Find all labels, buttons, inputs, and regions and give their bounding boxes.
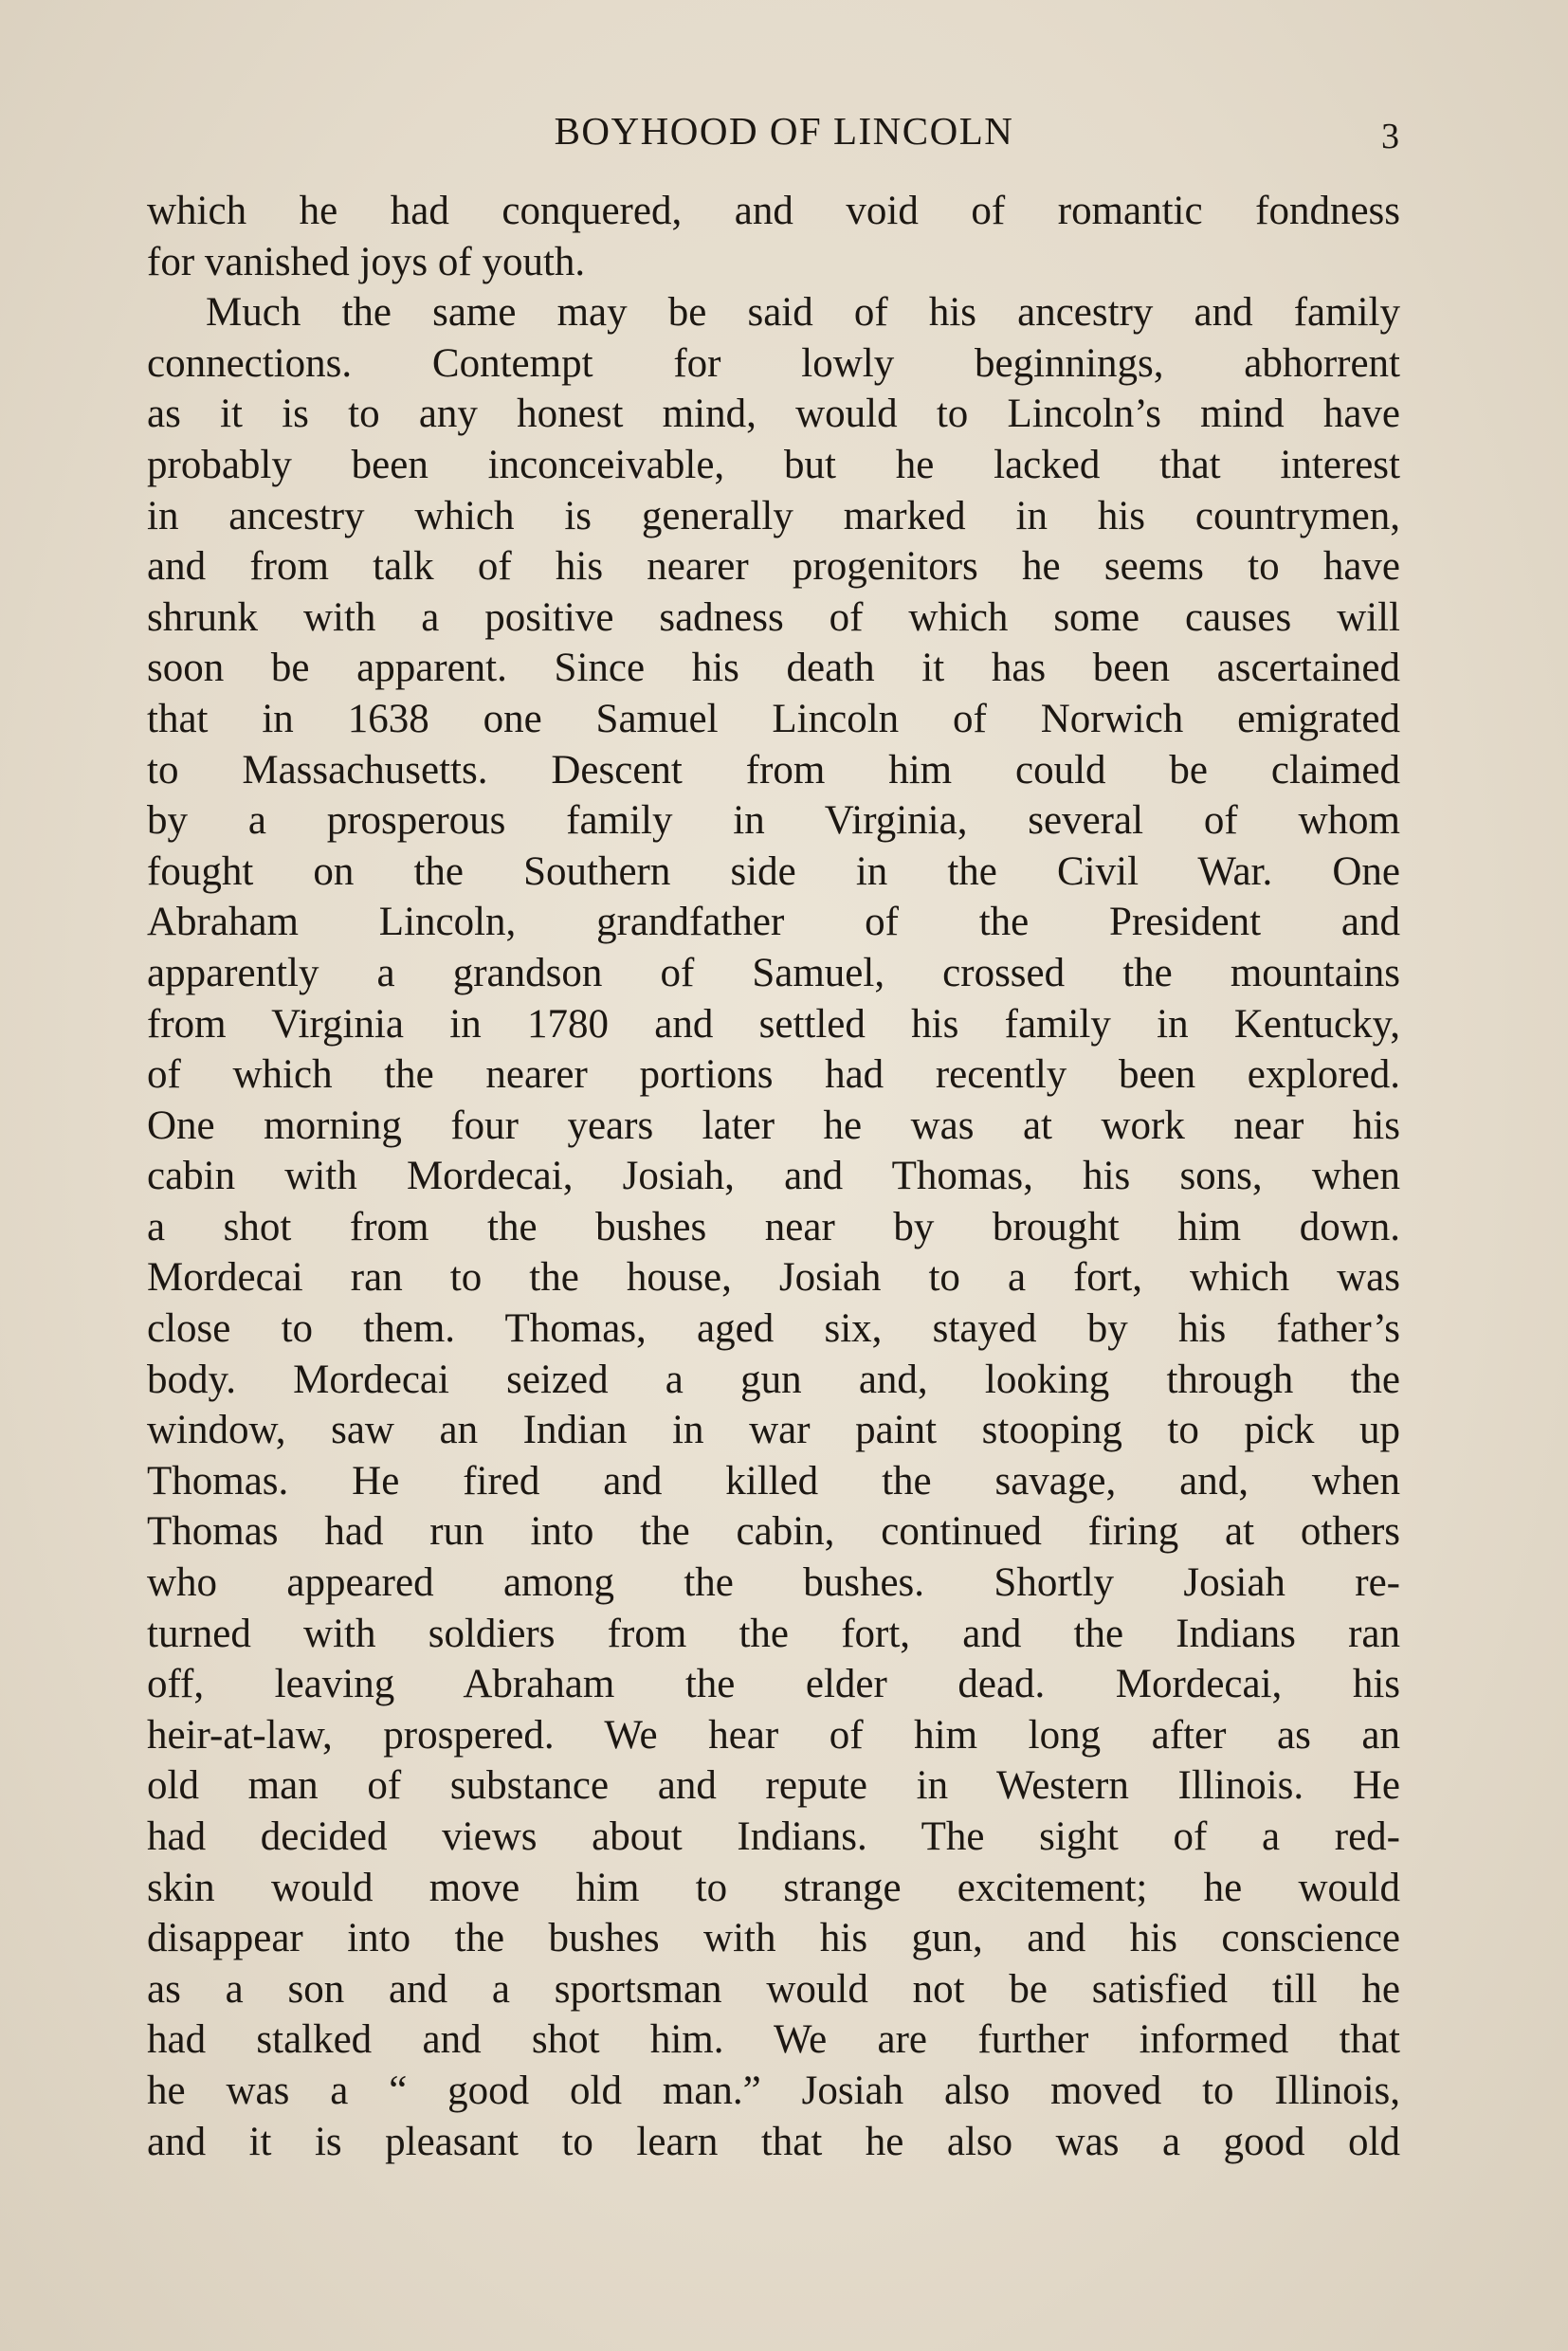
text-line: as a son and a sportsman would not be satisfied till he <box>147 1966 1400 2012</box>
text-line: probably been inconceivable, but he lacked that interest <box>147 442 1400 487</box>
text-line: which he had conquered, and void of romantic fondness <box>147 189 1400 233</box>
running-head <box>0 102 1568 159</box>
text-line: apparently a grandson of Samuel, crossed the mountains <box>147 950 1400 995</box>
text-line: off, leaving Abraham the elder dead. Mordecai, his <box>147 1662 1400 1707</box>
text-line: Thomas. He fired and killed the savage, and, when <box>147 1458 1400 1504</box>
text-line: Mordecai ran to the house, Josiah to a fort, which was <box>147 1255 1400 1301</box>
text-line: as it is to any honest mind, would to Lincoln’s mind have <box>147 392 1400 437</box>
body-text <box>147 186 1400 2167</box>
text-line: fought on the Southern side in the Civil War. One <box>147 848 1400 894</box>
text-line: he was a “ good old man.” Josiah also moved to Illinois, <box>147 2068 1400 2113</box>
text-line: window, saw an Indian in war paint stooping to pick up <box>147 1408 1400 1453</box>
text-line: who appeared among the bushes. Shortly Josiah re- <box>147 1560 1400 1606</box>
text-line: cabin with Mordecai, Josiah, and Thomas, his sons, when <box>147 1154 1400 1199</box>
text-line: in ancestry which is generally marked in his countrymen, <box>147 493 1400 538</box>
text-line: One morning four years later he was at work near his <box>147 1103 1400 1148</box>
text-line: of which the nearer portions had recently been explored. <box>147 1052 1400 1098</box>
text-line: turned with soldiers from the fort, and the Indians ran <box>147 1611 1400 1656</box>
page-number: 3 <box>1381 117 1399 156</box>
text-line: Thomas had run into the cabin, continued firing at others <box>147 1509 1400 1555</box>
text-line: Abraham Lincoln, grandfather of the President and <box>147 900 1400 945</box>
text-line: close to them. Thomas, aged six, stayed by his father’s <box>147 1306 1400 1352</box>
text-line: and it is pleasant to learn that he also was a good old <box>147 2119 1400 2164</box>
text-line: disappear into the bushes with his gun, and his conscience <box>147 1916 1400 1961</box>
text-line: skin would move him to strange excitement; he would <box>147 1865 1400 1910</box>
text-line: connections. Contempt for lowly beginnings, abhorrent <box>147 340 1400 386</box>
text-line: Much the same may be said of his ancestry and family <box>206 290 1400 336</box>
text-line: body. Mordecai seized a gun and, looking through the <box>147 1357 1400 1402</box>
running-title: BOYHOOD OF LINCOLN <box>554 109 1014 153</box>
text-line: for vanished joys of youth. <box>147 239 586 284</box>
text-line: old man of substance and repute in Western Illinois. He <box>147 1763 1400 1809</box>
text-line: had stalked and shot him. We are further informed that <box>147 2017 1400 2063</box>
text-line: by a prosperous family in Virginia, several of whom <box>147 798 1400 844</box>
text-line: a shot from the bushes near by brought him down. <box>147 1204 1400 1249</box>
text-line: from Virginia in 1780 and settled his family in Kentucky, <box>147 1001 1400 1047</box>
text-line: heir-at-law, prospered. We hear of him long after as an <box>147 1712 1400 1758</box>
text-line: shrunk with a positive sadness of which some causes will <box>147 594 1400 640</box>
text-line: and from talk of his nearer progenitors he seems to have <box>147 544 1400 590</box>
text-line: that in 1638 one Samuel Lincoln of Norwich emigrated <box>147 696 1400 741</box>
text-line: to Massachusetts. Descent from him could be claimed <box>147 747 1400 793</box>
text-line: soon be apparent. Since his death it has been ascertained <box>147 646 1400 691</box>
text-line: had decided views about Indians. The sight of a red- <box>147 1814 1400 1859</box>
